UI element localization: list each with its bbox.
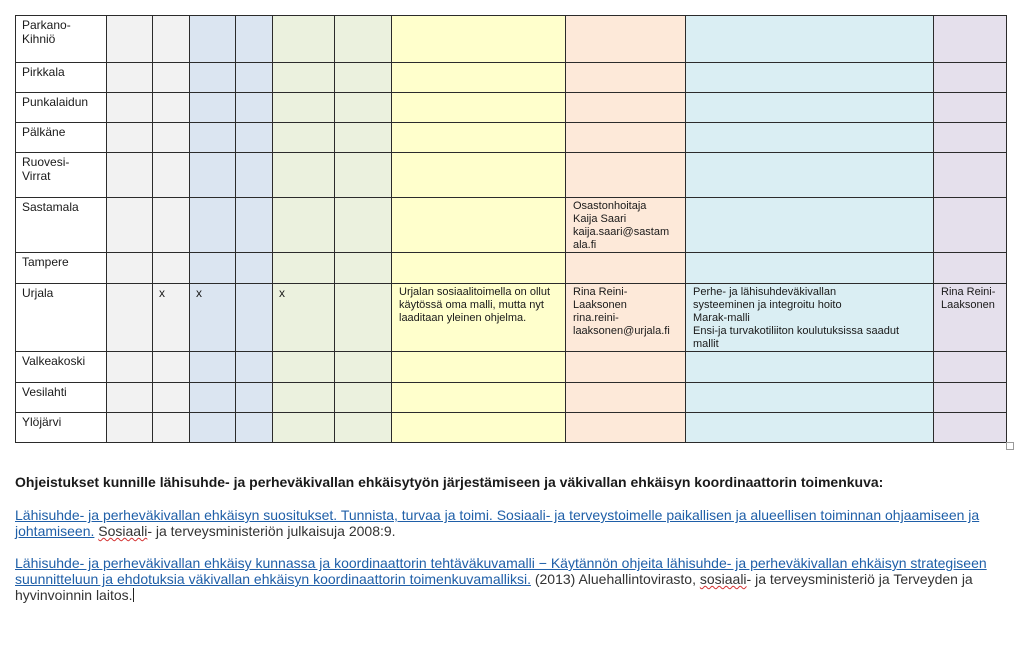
table-cell[interactable] [686, 123, 934, 153]
reference-1-source: - ja terveysministeriön julkaisuja 2008:9. [147, 523, 396, 539]
table-cell[interactable] [392, 63, 566, 93]
table-cell[interactable] [934, 413, 1007, 443]
table-cell[interactable] [934, 93, 1007, 123]
section-heading: Ohjeistukset kunnille lähisuhde- ja perheväkivallan ehkäisytyön järjestämiseen ja väkivallan ehkäisyn koordinaattorin toimenkuva: [15, 474, 884, 490]
table-cell[interactable] [190, 93, 236, 123]
table-cell[interactable] [686, 253, 934, 284]
table-cell[interactable] [392, 123, 566, 153]
table-cell[interactable] [686, 153, 934, 198]
table-row [16, 383, 1007, 413]
table-cell[interactable] [566, 63, 686, 93]
table-row [16, 352, 1007, 383]
table-cell[interactable]: Rina Reini- Laaksonen [934, 284, 1007, 352]
table-cell[interactable] [153, 352, 190, 383]
table-cell[interactable] [107, 123, 153, 153]
reference-1-spell-word: Sosiaali [98, 523, 148, 539]
table-cell[interactable] [686, 63, 934, 93]
municipality-cell[interactable]: Parkano- Kihniö [16, 16, 107, 63]
table-cell[interactable]: Perhe- ja lähisuhdeväkivallan systeeminen ja integroitu hoito Marak-malli Ensi-ja turvakotiliiton koulutuksissa saadut mallit [686, 284, 934, 352]
table-cell[interactable] [190, 123, 236, 153]
reference-1 [15, 507, 1010, 539]
table-cell[interactable] [236, 16, 273, 63]
table-cell[interactable] [934, 352, 1007, 383]
table-cell[interactable] [153, 383, 190, 413]
table-cell[interactable] [335, 253, 392, 284]
table-cell[interactable]: Urjalan sosiaalitoimella on ollut käytössä oma malli, mutta nyt laaditaan yleinen ohjelma. [392, 284, 566, 352]
table-cell[interactable] [273, 253, 335, 284]
table-cell[interactable] [107, 352, 153, 383]
table-cell[interactable] [335, 352, 392, 383]
table-cell[interactable] [107, 63, 153, 93]
municipality-cell[interactable]: Ylöjärvi [16, 413, 107, 443]
table-cell[interactable] [273, 93, 335, 123]
table-row [16, 413, 1007, 443]
table-cell[interactable] [566, 383, 686, 413]
table-cell[interactable] [934, 253, 1007, 284]
table-cell[interactable] [190, 16, 236, 63]
table-cell[interactable] [273, 352, 335, 383]
municipality-cell[interactable]: Urjala [16, 284, 107, 352]
table-cell[interactable]: Rina Reini- Laaksonen rina.reini- laaksonen@urjala.fi [566, 284, 686, 352]
table-cell[interactable] [934, 198, 1007, 253]
table-cell[interactable] [153, 198, 190, 253]
table-cell[interactable] [107, 413, 153, 443]
text-cursor [133, 588, 134, 602]
table-cell[interactable] [686, 16, 934, 63]
table-cell[interactable] [335, 16, 392, 63]
table-cell[interactable] [934, 383, 1007, 413]
table-cell[interactable] [335, 284, 392, 352]
table-cell[interactable] [190, 253, 236, 284]
table-row [16, 198, 1007, 253]
municipality-cell[interactable]: Vesilahti [16, 383, 107, 413]
table-cell[interactable] [273, 153, 335, 198]
table-cell[interactable] [236, 153, 273, 198]
table-cell[interactable] [107, 16, 153, 63]
table-cell[interactable] [153, 253, 190, 284]
table-cell[interactable] [190, 352, 236, 383]
table-cell[interactable] [273, 63, 335, 93]
table-cell[interactable] [153, 413, 190, 443]
table-cell[interactable] [236, 383, 273, 413]
table-cell[interactable] [392, 352, 566, 383]
table-cell[interactable]: x [273, 284, 335, 352]
table-cell[interactable] [934, 63, 1007, 93]
table-cell[interactable] [335, 93, 392, 123]
table-cell[interactable] [107, 383, 153, 413]
table-cell[interactable] [236, 253, 273, 284]
municipality-cell[interactable]: Ruovesi- Virrat [16, 153, 107, 198]
table-cell[interactable] [190, 153, 236, 198]
table-cell[interactable] [190, 63, 236, 93]
table-cell[interactable] [190, 383, 236, 413]
table-cell[interactable] [335, 198, 392, 253]
table-cell[interactable] [153, 93, 190, 123]
municipality-cell[interactable]: Tampere [16, 253, 107, 284]
table-cell[interactable]: x [153, 284, 190, 352]
table-cell[interactable] [236, 123, 273, 153]
table-cell[interactable] [107, 284, 153, 352]
table-cell[interactable] [273, 383, 335, 413]
table-cell[interactable] [392, 198, 566, 253]
municipality-cell[interactable]: Punkalaidun [16, 93, 107, 123]
table-cell[interactable] [273, 123, 335, 153]
table-cell[interactable] [236, 413, 273, 443]
table-row [16, 16, 1007, 63]
table-row [16, 253, 1007, 284]
table-cell[interactable] [236, 198, 273, 253]
table-cell[interactable] [153, 123, 190, 153]
reference-2-source-cont: - ja terveysministeriö ja Terveyden ja [746, 571, 973, 587]
table-row [16, 153, 1007, 198]
table-row [16, 63, 1007, 93]
reference-2-source-end: hyvinvoinnin laitos. [15, 587, 133, 603]
table-cell[interactable] [566, 253, 686, 284]
table-row [16, 93, 1007, 123]
reference-2 [15, 555, 1010, 603]
municipality-cell[interactable]: Sastamala [16, 198, 107, 253]
table-cell[interactable] [934, 153, 1007, 198]
table-cell[interactable]: x [190, 284, 236, 352]
municipality-cell[interactable]: Pälkäne [16, 123, 107, 153]
table-cell[interactable] [934, 16, 1007, 63]
reference-2-link-cont[interactable]: suunnitteluun ja ehdotuksia väkivallan ehkäisyn koordinaattorin toimenkuvamalliksi. [15, 571, 531, 587]
table-cell[interactable] [107, 93, 153, 123]
table-cell[interactable] [392, 153, 566, 198]
table-cell[interactable] [335, 383, 392, 413]
reference-1-link[interactable]: Lähisuhde- ja perheväkivallan ehkäisyn suositukset. Tunnista, turvaa ja toimi. Sosiaali- ja terveystoimelle paikallisen ja alueellisen toiminnan ohjaamiseen ja [15, 507, 980, 523]
municipality-cell[interactable]: Valkeakoski [16, 352, 107, 383]
table-cell[interactable] [236, 93, 273, 123]
municipality-table [15, 15, 1007, 443]
table-cell[interactable] [107, 253, 153, 284]
table-cell[interactable] [392, 16, 566, 63]
table-cell[interactable] [335, 413, 392, 443]
table-cell[interactable] [392, 413, 566, 443]
table-cell[interactable] [686, 383, 934, 413]
table-cell[interactable] [566, 123, 686, 153]
table-cell[interactable] [566, 16, 686, 63]
reference-2-spell-word: sosiaali [699, 571, 747, 587]
table-cell[interactable] [686, 352, 934, 383]
table-cell[interactable] [153, 16, 190, 63]
table-cell[interactable] [273, 198, 335, 253]
table-cell[interactable]: Osastonhoitaja Kaija Saari kaija.saari@sastam ala.fi [566, 198, 686, 253]
table-cell[interactable] [566, 352, 686, 383]
table-row [16, 284, 1007, 352]
table-cell[interactable] [686, 413, 934, 443]
table-cell[interactable] [335, 123, 392, 153]
table-cell[interactable] [236, 284, 273, 352]
table-cell[interactable] [686, 198, 934, 253]
table-cell[interactable] [107, 198, 153, 253]
table-cell[interactable] [392, 253, 566, 284]
table-cell[interactable] [153, 63, 190, 93]
table-resize-handle[interactable] [1006, 442, 1014, 450]
table-cell[interactable] [392, 93, 566, 123]
table-cell[interactable] [273, 16, 335, 63]
table-cell[interactable] [392, 383, 566, 413]
table-cell[interactable] [153, 153, 190, 198]
table-cell[interactable] [335, 153, 392, 198]
table-cell[interactable] [190, 198, 236, 253]
reference-2-link[interactable]: Lähisuhde- ja perheväkivallan ehkäisy kunnassa ja koordinaattorin tehtäväkuvamalli − Käytännön ohjeita lähisuhde- ja perheväkivallan ehkäisyn strategiseen [15, 555, 987, 571]
table-cell[interactable] [107, 153, 153, 198]
table-cell[interactable] [566, 153, 686, 198]
table-cell[interactable] [934, 123, 1007, 153]
table-cell[interactable] [273, 413, 335, 443]
table-cell[interactable] [236, 63, 273, 93]
table-row [16, 123, 1007, 153]
table-cell[interactable] [335, 63, 392, 93]
reference-1-link-cont[interactable]: johtamiseen. [15, 523, 95, 539]
municipality-cell[interactable]: Pirkkala [16, 63, 107, 93]
table-cell[interactable] [566, 93, 686, 123]
table-cell[interactable] [190, 413, 236, 443]
table-cell[interactable] [686, 93, 934, 123]
table-cell[interactable] [236, 352, 273, 383]
table-cell[interactable] [566, 413, 686, 443]
reference-2-source: (2013) Aluehallintovirasto, [530, 571, 700, 587]
